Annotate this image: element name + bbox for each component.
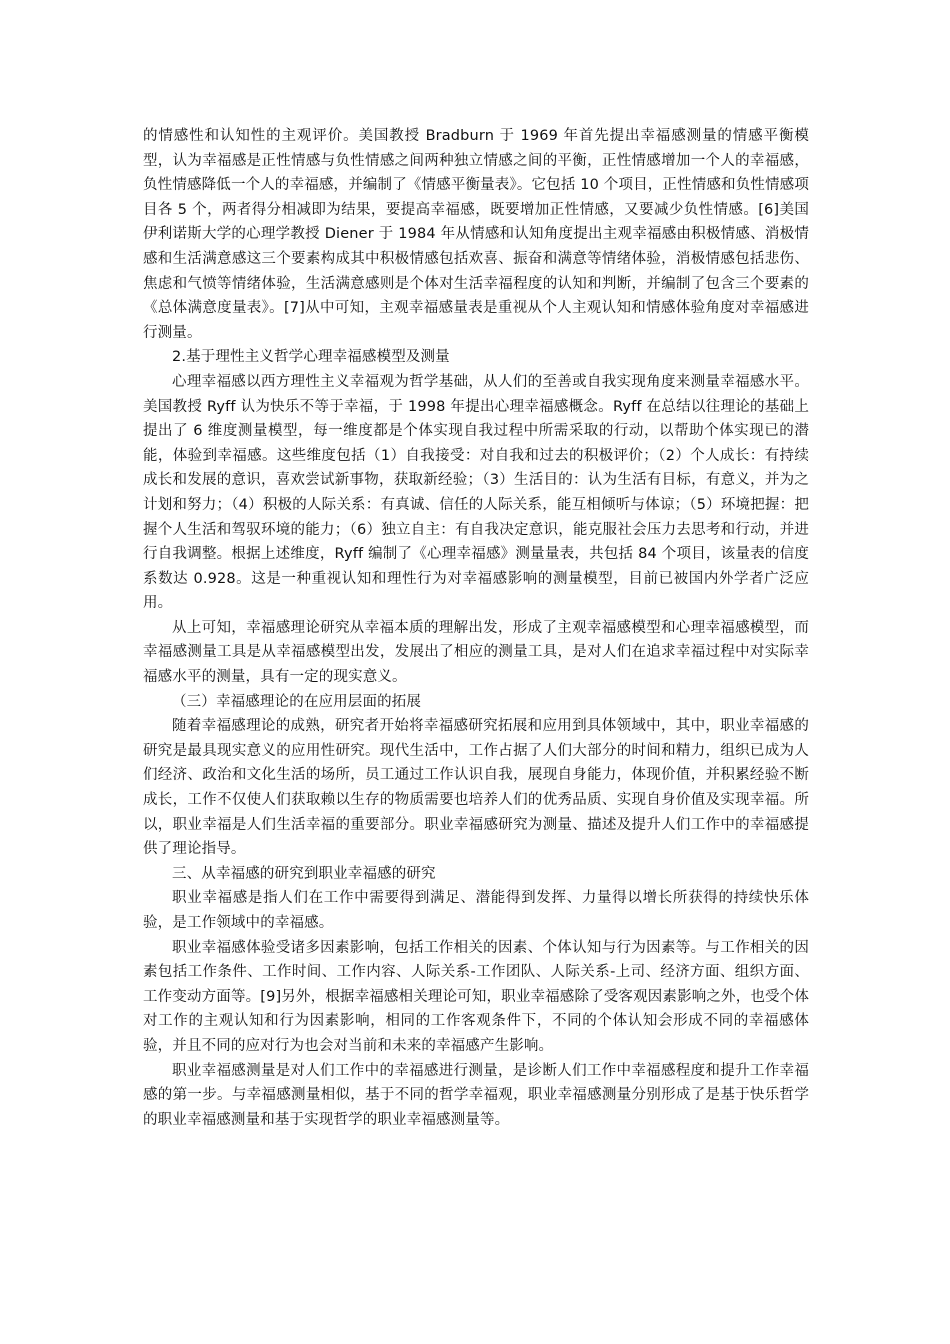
section-heading-occupational: 三、从幸福感的研究到职业幸福感的研究 — [172, 865, 436, 882]
paragraph-continuation: 的情感性和认知性的主观评价。美国教授 Bradburn 于 1969 年首先提出幸福感测量的情感平衡模型，认为幸福感是正性情感与负性情感之间两种独立情感之间的平衡，正性情感增加一个人的幸福感，负性情感降低一个人的幸福感，并编制了《情感平衡量表》。它包括 10 个项目，正性情感和负性情感项目各 5 个，两者得分相减即为结果，要提高幸福感，既要增加正性情感，又要减少负性情感。[6]美国伊利诺斯大学的心理学教授 Diener 于 1984 年从情感和认知角度提出主观幸福感由积极情感、消极情感和生活满意感这三个要素构成其中积极情感包括欢喜、振奋和满意等情绪体验，消极情感包括悲伤、焦虑和气愤等情绪体验，生活满意感则是个体对生活幸福程度的认知和判断，并编制了包含三个要素的《总体满意度量表》。[7]从中可知，主观幸福感量表是重视从个人主观认知和情感体验角度对幸福感进行测量。 — [143, 128, 809, 341]
section-heading-application: （三）幸福感理论的在应用层面的拓展 — [172, 693, 422, 710]
paragraph-application: 随着幸福感理论的成熟，研究者开始将幸福感研究拓展和应用到具体领域中，其中，职业幸福感的研究是最具现实意义的应用性研究。现代生活中，工作占据了人们大部分的时间和精力，组织已成为人们经济、政治和文化生活的场所，员工通过工作认识自我，展现自身能力，体现价值，并积累经验不断成长，工作不仅使人们获取赖以生存的物质需要也培养人们的优秀品质、实现自身价值及实现幸福。所以，职业幸福是人们生活幸福的重要部分。职业幸福感研究为测量、描述及提升人们工作中的幸福感提供了理论指导。 — [143, 718, 809, 858]
paragraph-psychological-wellbeing: 心理幸福感以西方理性主义幸福观为哲学基础，从人们的至善或自我实现角度来测量幸福感水平。美国教授 Ryff 认为快乐不等于幸福，于 1998 年提出心理幸福感概念。Ryff 在总结以往理论的基础上提出了 6 维度测量模型，每一维度都是个体实现自我过程中所需采取的行动，以帮助个体实现已的潜能，体验到幸福感。这些维度包括（1）自我接受：对自我和过去的积极评价；（2）个人成长：有持续成长和发展的意识，喜欢尝试新事物，获取新经验；（3）生活目的：认为生活有目标，有意义，并为之计划和努力；（4）积极的人际关系：有真诚、信任的人际关系，能互相倾听与体谅；（5）环境把握：把握个人生活和驾驭环境的能力；（6）独立自主：有自我决定意识，能克服社会压力去思考和行动，并进行自我调整。根据上述维度，Ryff 编制了《心理幸福感》测量量表，共包括 84 个项目，该量表的信度系数达 0.928。这是一种重视认知和理性行为对幸福感影响的测量模型，目前已被国内外学者广泛应用。 — [143, 373, 809, 612]
document-body — [143, 124, 809, 1132]
section-heading-rational-model: 2.基于理性主义哲学心理幸福感模型及测量 — [172, 349, 450, 366]
paragraph-summary: 从上可知，幸福感理论研究从幸福本质的理解出发，形成了主观幸福感模型和心理幸福感模型，而幸福感测量工具是从幸福感模型出发，发展出了相应的测量工具，是对人们在追求幸福过程中对实际幸福感水平的测量，具有一定的现实意义。 — [143, 619, 809, 686]
paragraph-factors: 职业幸福感体验受诸多因素影响，包括工作相关的因素、个体认知与行为因素等。与工作相关的因素包括工作条件、工作时间、工作内容、人际关系-工作团队、人际关系-上司、经济方面、组织方面、工作变动方面等。[9]另外，根据幸福感相关理论可知，职业幸福感除了受客观因素影响之外，也受个体对工作的主观认知和行为因素影响，相同的工作客观条件下，不同的个体认知会形成不同的幸福感体验，并且不同的应对行为也会对当前和未来的幸福感产生影响。 — [143, 939, 809, 1054]
paragraph-measurement: 职业幸福感测量是对人们工作中的幸福感进行测量，是诊断人们工作中幸福感程度和提升工作幸福感的第一步。与幸福感测量相似，基于不同的哲学幸福观，职业幸福感测量分别形成了是基于快乐哲学的职业幸福感测量和基于实现哲学的职业幸福感测量等。 — [143, 1062, 809, 1128]
paragraph-definition: 职业幸福感是指人们在工作中需要得到满足、潜能得到发挥、力量得以增长所获得的持续快乐体验，是工作领域中的幸福感。 — [143, 890, 809, 931]
